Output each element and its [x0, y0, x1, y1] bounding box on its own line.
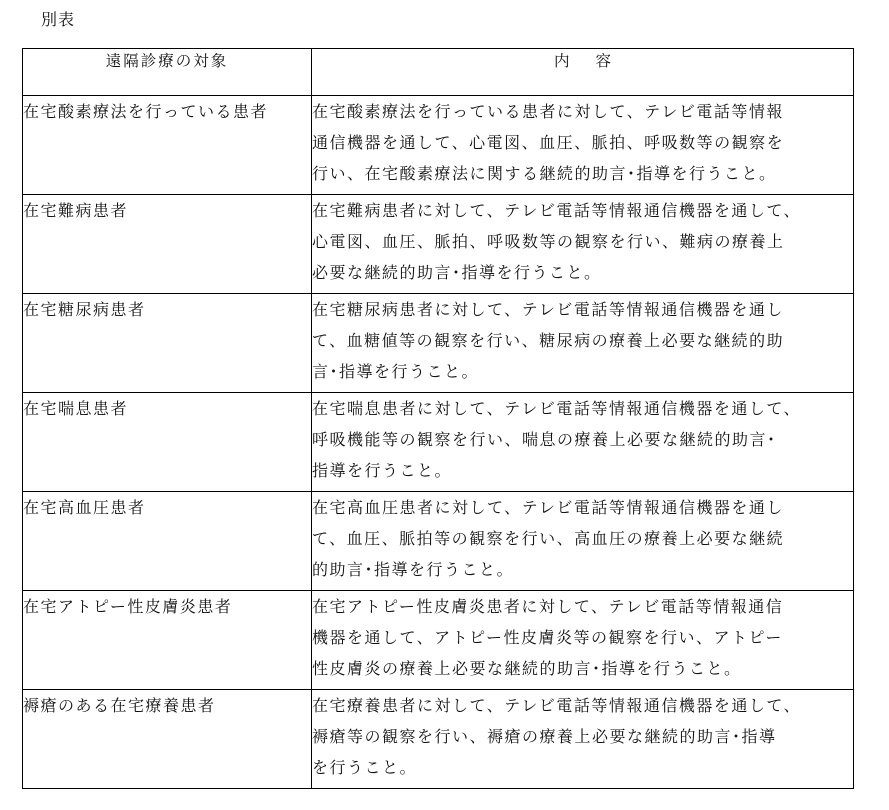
content-line: 在宅アトピー性皮膚炎患者に対して、テレビ電話等情報通信: [312, 597, 784, 616]
content-line: 性皮膚炎の療養上必要な継続的助言･指導を行うこと。: [312, 659, 742, 678]
row-target-cell: 褥瘡のある在宅療養患者: [23, 690, 312, 789]
row-content-cell: [312, 96, 854, 195]
content-line: 在宅難病患者に対して、テレビ電話等情報通信機器を通して、: [312, 201, 802, 220]
row-target-cell: 在宅アトピー性皮膚炎患者: [23, 591, 312, 690]
row-target-cell: 在宅酸素療法を行っている患者: [23, 96, 312, 195]
content-line: て、血糖値等の観察を行い、糖尿病の療養上必要な継続的助: [312, 331, 785, 350]
content-line: 在宅療養患者に対して、テレビ電話等情報通信機器を通して、: [312, 696, 802, 715]
row-content-cell: [312, 492, 854, 591]
content-line: 在宅高血圧患者に対して、テレビ電話等情報通信機器を通し: [312, 498, 784, 517]
telemedicine-table: [22, 48, 854, 789]
row-target-cell: 在宅糖尿病患者: [23, 294, 312, 393]
table-row: [23, 690, 854, 789]
page-title: 別表: [41, 10, 76, 29]
content-line: 言･指導を行うこと。: [312, 362, 480, 381]
table-row: [23, 96, 854, 195]
content-line: 心電図、血圧、脈拍、呼吸数等の観察を行い、難病の療養上: [312, 232, 785, 251]
content-line: を行うこと。: [312, 758, 418, 777]
content-line: 必要な継続的助言･指導を行うこと。: [312, 263, 602, 282]
row-content-cell: [312, 195, 854, 294]
content-line: 在宅酸素療法を行っている患者に対して、テレビ電話等情報: [312, 102, 784, 121]
content-line: 呼吸機能等の観察を行い、喘息の療養上必要な継続的助言･: [312, 430, 777, 449]
table-row: [23, 294, 854, 393]
table-row: [23, 492, 854, 591]
row-content-cell: [312, 393, 854, 492]
content-line: 在宅糖尿病患者に対して、テレビ電話等情報通信機器を通し: [312, 300, 784, 319]
content-line: 行い、在宅酸素療法に関する継続的助言･指導を行うこと。: [312, 164, 777, 183]
content-line: 機器を通して、アトピー性皮膚炎等の観察を行い、アトピー: [312, 628, 783, 647]
table-row: [23, 393, 854, 492]
table-row: [23, 591, 854, 690]
table-header-row: [23, 49, 854, 96]
content-line: 指導を行うこと。: [312, 461, 453, 480]
row-target-cell: 在宅難病患者: [23, 195, 312, 294]
row-content-cell: [312, 690, 854, 789]
content-line: 在宅喘息患者に対して、テレビ電話等情報通信機器を通して、: [312, 399, 802, 418]
content-line: 褥瘡等の観察を行い、褥瘡の療養上必要な継続的助言･指導: [312, 727, 777, 746]
row-target-cell: 在宅喘息患者: [23, 393, 312, 492]
content-line: 的助言･指導を行うこと。: [312, 560, 515, 579]
content-line: 通信機器を通して、心電図、血圧、脈拍、呼吸数等の観察を: [312, 133, 785, 152]
row-content-cell: [312, 294, 854, 393]
header-target: 遠隔診療の対象: [23, 49, 312, 96]
table-row: [23, 195, 854, 294]
row-content-cell: [312, 591, 854, 690]
content-line: て、血圧、脈拍等の観察を行い、高血圧の療養上必要な継続: [312, 529, 785, 548]
row-target-cell: 在宅高血圧患者: [23, 492, 312, 591]
header-content: 内容: [312, 49, 854, 96]
